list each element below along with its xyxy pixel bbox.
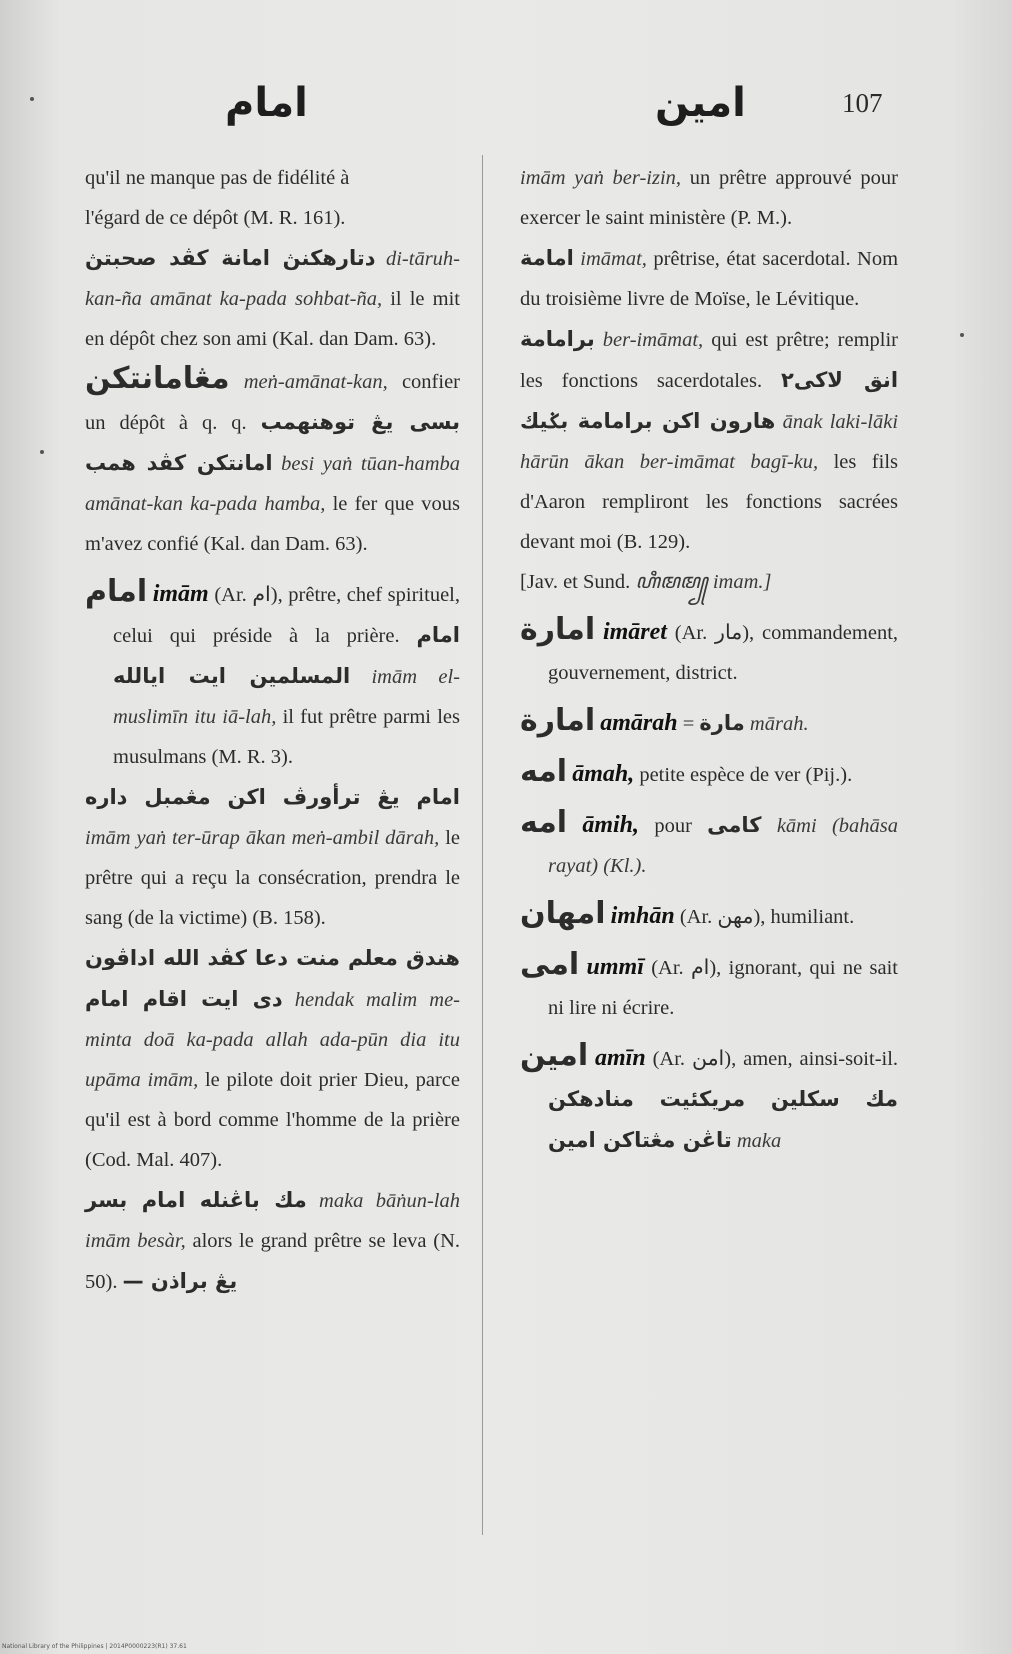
translation: il fut prêtre parmi les musulmans (M. R. 3). (113, 706, 460, 768)
headword: imāret (602, 619, 667, 645)
example-entry (85, 777, 460, 938)
entry-amarah (520, 701, 898, 744)
print-speck (960, 333, 964, 337)
translation: le prêtre qui a reçu la consécration, prendra le sang (de la victime) (B. 158). (85, 827, 460, 929)
arabic-phrase: مك سكلين مريكئيت منادهكن تاڠن مڠتاكن امين (548, 1087, 898, 1152)
translation: le fer que vous m'avez confié (Kal. dan Dam. 63). (85, 493, 461, 555)
definition: amen, ainsi-soit-il. (743, 1048, 899, 1070)
transliteration: maka bāṅun-lah imām besàr, (85, 1190, 460, 1252)
arabic-phrase: هندق معلم منت دعا كڤد الله اداڤون دى ايت اقام امام (85, 946, 460, 1011)
scan-footer: National Library of the Philippines | 2014P0000223(R1) 37.61 (2, 1643, 187, 1650)
arabic-headword: امى (520, 947, 580, 982)
running-head-left: امام (225, 80, 308, 126)
etymology: (Ar. ام), (651, 957, 722, 979)
definition: prêtre, chef spirituel, celui qui préside à la prière. (113, 584, 460, 647)
etymology: (Ar. مهن), (679, 906, 766, 928)
continuation-paragraph (520, 158, 898, 238)
example-entry (85, 1180, 460, 1302)
translation: un prêtre approuvé pour exercer le saint ministère (P. M.). (520, 167, 898, 229)
definition: qui est prêtre; remplir les fonctions sacerdotales. (520, 329, 899, 392)
example-entry (85, 238, 460, 359)
arabic-headword: امه (520, 754, 568, 789)
example-entry (85, 938, 460, 1180)
continuation-paragraph (85, 158, 460, 238)
entry-amah (520, 752, 898, 795)
definition: petite espèce de ver (Pij.). (639, 764, 853, 786)
definition: pour (654, 815, 692, 837)
arabic-phrase: امام يڠ ترأورڤ اكن مڠمبل داره (85, 785, 460, 809)
subentry (520, 238, 898, 319)
etymology: (Ar. ام), (214, 584, 283, 606)
transliteration: ānak laki-lāki hārūn ākan ber-imāmat bagī-ku, (520, 411, 899, 473)
subentry (520, 319, 898, 562)
transliteration: maka (736, 1130, 782, 1152)
headword: imhān (610, 903, 675, 929)
arabic-phrase: مارة (699, 711, 745, 735)
equals-sign: = (682, 713, 695, 735)
transliteration: imāmat, (580, 248, 647, 270)
entry-ummi (520, 945, 898, 1028)
headword: amīn (595, 1045, 646, 1071)
translation: il le mit en dépôt chez son ami (Kal. dan Dam. 63). (85, 288, 460, 350)
headword: imām (152, 581, 209, 607)
definition: ignorant, qui ne sait ni lire ni écrire. (548, 957, 899, 1019)
column-divider (482, 155, 483, 1535)
transliteration: di-tāruh-kan-ña amānat ka-pada sohbat-ña, (85, 248, 461, 310)
definition: humiliant. (770, 906, 855, 928)
print-speck (30, 97, 34, 101)
arabic-phrase: امام المسلمين ايت ايالله (113, 623, 460, 688)
entry-amih (520, 803, 898, 886)
right-column (520, 158, 898, 1161)
text-line: l'égard de ce dépôt (M. R. 161). (85, 207, 346, 229)
etymology: (Ar. امن), (652, 1048, 737, 1070)
transliteration: besi yaṅ tūan-hamba amānat-kan ka-pada hamba, (85, 453, 460, 515)
cross-reference (520, 562, 898, 602)
headword: āmah, (572, 761, 635, 787)
arabic-phrase: انق لاكى٢ هارون اكن برامامة بݢيك (520, 368, 899, 433)
page-number: 107 (842, 88, 883, 118)
arabic-subheadword: مڠامانتكن (85, 361, 230, 396)
transliteration: mārah. (749, 713, 809, 735)
entry-imam (85, 572, 460, 777)
definition: confier un dépôt à q. q. (85, 371, 460, 434)
transliteration: imām yaṅ ber-izin, (520, 167, 682, 189)
transliteration: ber-imāmat, (602, 329, 704, 351)
transliteration: imām yaṅ ter-ūrap ākan meṅ-ambil dārah, (85, 827, 440, 849)
arabic-subheadword: برامامة (520, 327, 595, 351)
arabic-subheadword: امامة (520, 246, 574, 270)
reference-label: [Jav. et Sund. (520, 571, 631, 593)
transliteration: imām el-muslimīn itu iā-lah, (113, 666, 460, 728)
definition: commandement, gouvernement, district. (548, 622, 899, 684)
arabic-phrase: مك باڠنله امام بسر (85, 1188, 307, 1212)
subentry (85, 359, 460, 564)
headword: amārah (600, 710, 678, 736)
transliteration: hendak malim me-minta doā ka-pada allah ada-pūn dia itu upāma imām, (85, 989, 460, 1091)
headword: āmih, (582, 812, 640, 838)
transliteration: meṅ-amānat-kan, (243, 371, 388, 393)
arabic-phrase: دتارهكنڽ امانة كڤد صحبتڽ (85, 246, 376, 270)
entry-amin (520, 1036, 898, 1161)
definition: prêtrise, état sacerdotal. Nom du troisième livre de Moïse, le Lévitique. (520, 248, 899, 310)
transliteration: kāmi (bahāsa rayat) (Kl.). (548, 815, 898, 877)
arabic-headword: امهان (520, 896, 606, 931)
translation: le pilote doit prier Dieu, parce qu'il est à bord comme l'homme de la prière (Cod. Mal. 407). (85, 1069, 461, 1171)
translation: alors le grand prêtre se leva (N. 50). (85, 1230, 461, 1293)
transliteration: imam.] (712, 571, 772, 593)
arabic-headword: امارة (520, 703, 596, 738)
arabic-headword: امام (85, 574, 148, 609)
entry-imaret (520, 610, 898, 693)
text-line: qu'il ne manque pas de fidélité à (85, 167, 350, 189)
entry-imhan (520, 894, 898, 937)
left-column (85, 158, 460, 1302)
arabic-headword: امارة (520, 612, 596, 647)
arabic-headword: امه (520, 805, 568, 840)
arabic-phrase: بسى يڠ توهنهمب امانتكن كڤد همب (85, 410, 460, 475)
translation: les fils d'Aaron rempliront les fonctions sacrées devant moi (B. 129). (520, 451, 899, 553)
arabic-phrase: يڠ براذن — (122, 1269, 238, 1293)
headword: ummī (586, 954, 644, 980)
print-speck (40, 450, 44, 454)
javanese-script-word: ꦲꦶꦩꦩ꧀ (635, 571, 708, 593)
arabic-headword: امين (520, 1038, 589, 1073)
etymology: (Ar. مار), (674, 622, 755, 644)
arabic-phrase: كامى (707, 813, 762, 837)
running-head-right: امين (655, 80, 746, 126)
